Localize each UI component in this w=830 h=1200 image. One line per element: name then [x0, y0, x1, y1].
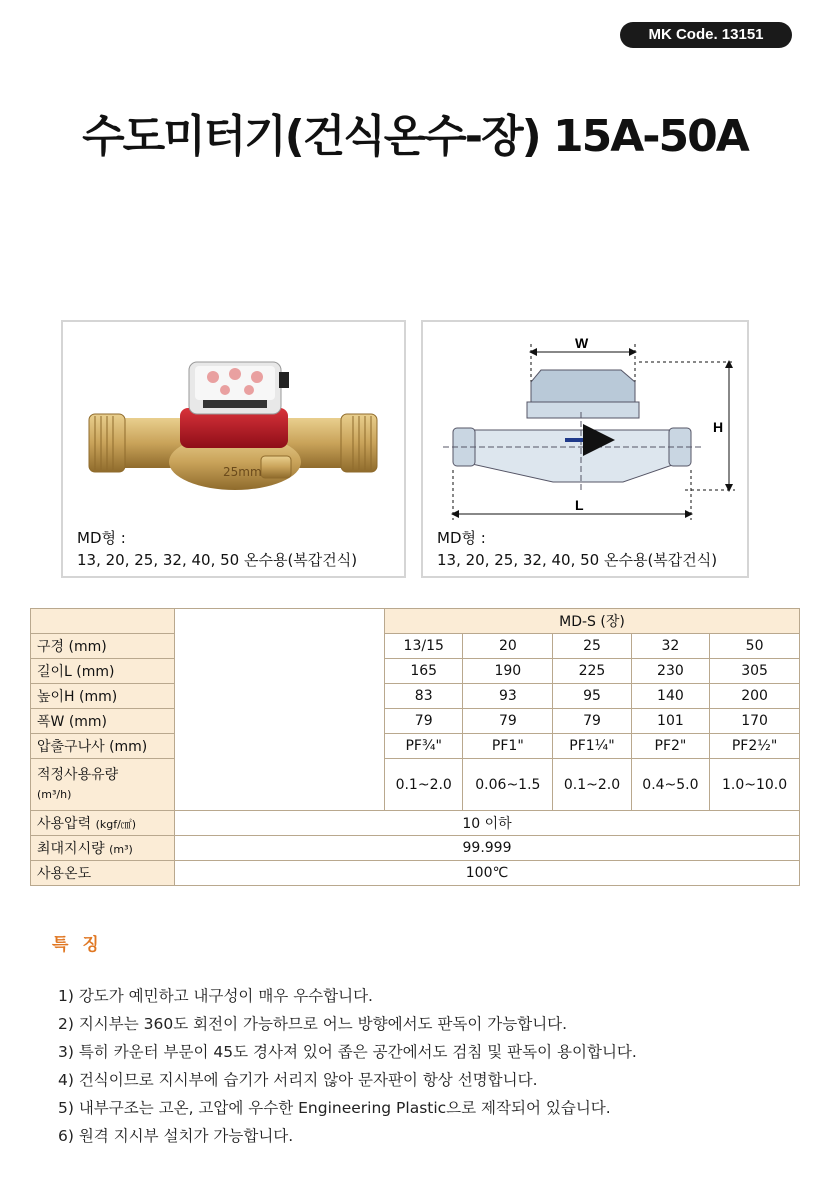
spec-table	[30, 608, 800, 886]
table-row	[31, 659, 800, 684]
dimension-diagram-box	[421, 320, 749, 578]
table-cell: 0.4~5.0	[631, 759, 709, 811]
row-label-width: 폭W (mm)	[31, 709, 175, 734]
row-label-flow-line2: (m³/h)	[37, 787, 72, 801]
diagram-caption-line1: MD형 :	[437, 529, 486, 547]
table-cell: 165	[385, 659, 463, 684]
features-list	[58, 982, 637, 1150]
table-row	[31, 861, 800, 886]
table-cell: 79	[385, 709, 463, 734]
diagram-caption-line2: 13, 20, 25, 32, 40, 50 온수용(복갑건식)	[437, 551, 718, 569]
dim-label-h: H	[713, 419, 724, 435]
row-label-flow	[31, 759, 175, 811]
product-photo-box	[61, 320, 406, 578]
dim-label-l: L	[575, 497, 584, 513]
table-row	[31, 734, 800, 759]
row-label-temperature: 사용온도	[31, 861, 175, 886]
table-cell: 83	[385, 684, 463, 709]
table-cell: 95	[553, 684, 631, 709]
list-item: 6) 원격 지시부 설치가 가능합니다.	[58, 1127, 294, 1145]
table-cell: 20	[463, 634, 553, 659]
table-cell: PF2½"	[710, 734, 800, 759]
temperature-value: 100℃	[175, 861, 800, 886]
list-item: 4) 건식이므로 지시부에 습기가 서리지 않아 문자판이 항상 선명합니다.	[58, 1071, 538, 1089]
dim-label-w: W	[575, 335, 589, 351]
page-title: 수도미터기(건식온수-장) 15A-50A	[82, 111, 748, 162]
max-reading-value: 99.999	[175, 836, 800, 861]
table-cell: 200	[710, 684, 800, 709]
pressure-unit: (kgf/㎠)	[95, 818, 137, 831]
model-header: MD-S (장)	[385, 609, 800, 634]
max-reading-unit: (m³)	[109, 843, 133, 856]
table-cell: 1.0~10.0	[710, 759, 800, 811]
table-cell: 230	[631, 659, 709, 684]
table-row	[31, 634, 800, 659]
list-item: 1) 강도가 예민하고 내구성이 매우 우수합니다.	[58, 987, 373, 1005]
table-cell: 170	[710, 709, 800, 734]
blank-column	[175, 609, 385, 811]
features-title: 특 징	[52, 935, 103, 955]
table-cell: 25	[553, 634, 631, 659]
diagram-caption	[437, 527, 717, 571]
pressure-label: 사용압력	[37, 816, 92, 832]
table-cell: PF1¼"	[553, 734, 631, 759]
table-row	[31, 836, 800, 861]
table-cell: PF1"	[463, 734, 553, 759]
row-label-flow-line1: 적정사용유량	[37, 766, 119, 783]
table-cell: 101	[631, 709, 709, 734]
table-cell: 32	[631, 634, 709, 659]
list-item: 2) 지시부는 360도 회전이 가능하므로 어느 방향에서도 판독이 가능합니다.	[58, 1015, 568, 1033]
table-row	[31, 709, 800, 734]
table-cell: 93	[463, 684, 553, 709]
table-row	[31, 811, 800, 836]
max-reading-label: 최대지시량	[37, 841, 105, 857]
table-cell: 0.1~2.0	[553, 759, 631, 811]
meter-size-marking: 25mm	[223, 465, 262, 479]
table-cell: 140	[631, 684, 709, 709]
table-row	[31, 759, 800, 811]
pressure-value: 10 이하	[175, 811, 800, 836]
table-cell: 50	[710, 634, 800, 659]
table-row	[31, 684, 800, 709]
table-cell: 305	[710, 659, 800, 684]
table-cell: 13/15	[385, 634, 463, 659]
table-cell: 79	[463, 709, 553, 734]
row-label-max-reading	[31, 836, 175, 861]
table-cell: PF2"	[631, 734, 709, 759]
table-cell: 0.1~2.0	[385, 759, 463, 811]
product-caption-line1: MD형 :	[77, 529, 126, 547]
row-label-pressure	[31, 811, 175, 836]
product-caption-line2: 13, 20, 25, 32, 40, 50 온수용(복갑건식)	[77, 551, 358, 569]
table-cell: 79	[553, 709, 631, 734]
product-caption	[77, 527, 357, 571]
row-label-length: 길이L (mm)	[31, 659, 175, 684]
list-item: 3) 특히 카운터 부문이 45도 경사져 있어 좁은 공간에서도 검침 및 판독이 용이합니다.	[58, 1043, 637, 1061]
row-label-bore: 구경 (mm)	[31, 634, 175, 659]
row-label-height: 높이H (mm)	[31, 684, 175, 709]
table-cell: 190	[463, 659, 553, 684]
table-cell: PF¾"	[385, 734, 463, 759]
table-cell: 225	[553, 659, 631, 684]
header-corner-cell	[31, 609, 175, 634]
table-header-row	[31, 609, 800, 634]
list-item: 5) 내부구조는 고온, 고압에 우수한 Engineering Plastic으로 제작되어 있습니다.	[58, 1099, 611, 1117]
row-label-thread: 압출구나사 (mm)	[31, 734, 175, 759]
mk-code-badge: MK Code. 13151	[620, 22, 792, 48]
table-cell: 0.06~1.5	[463, 759, 553, 811]
